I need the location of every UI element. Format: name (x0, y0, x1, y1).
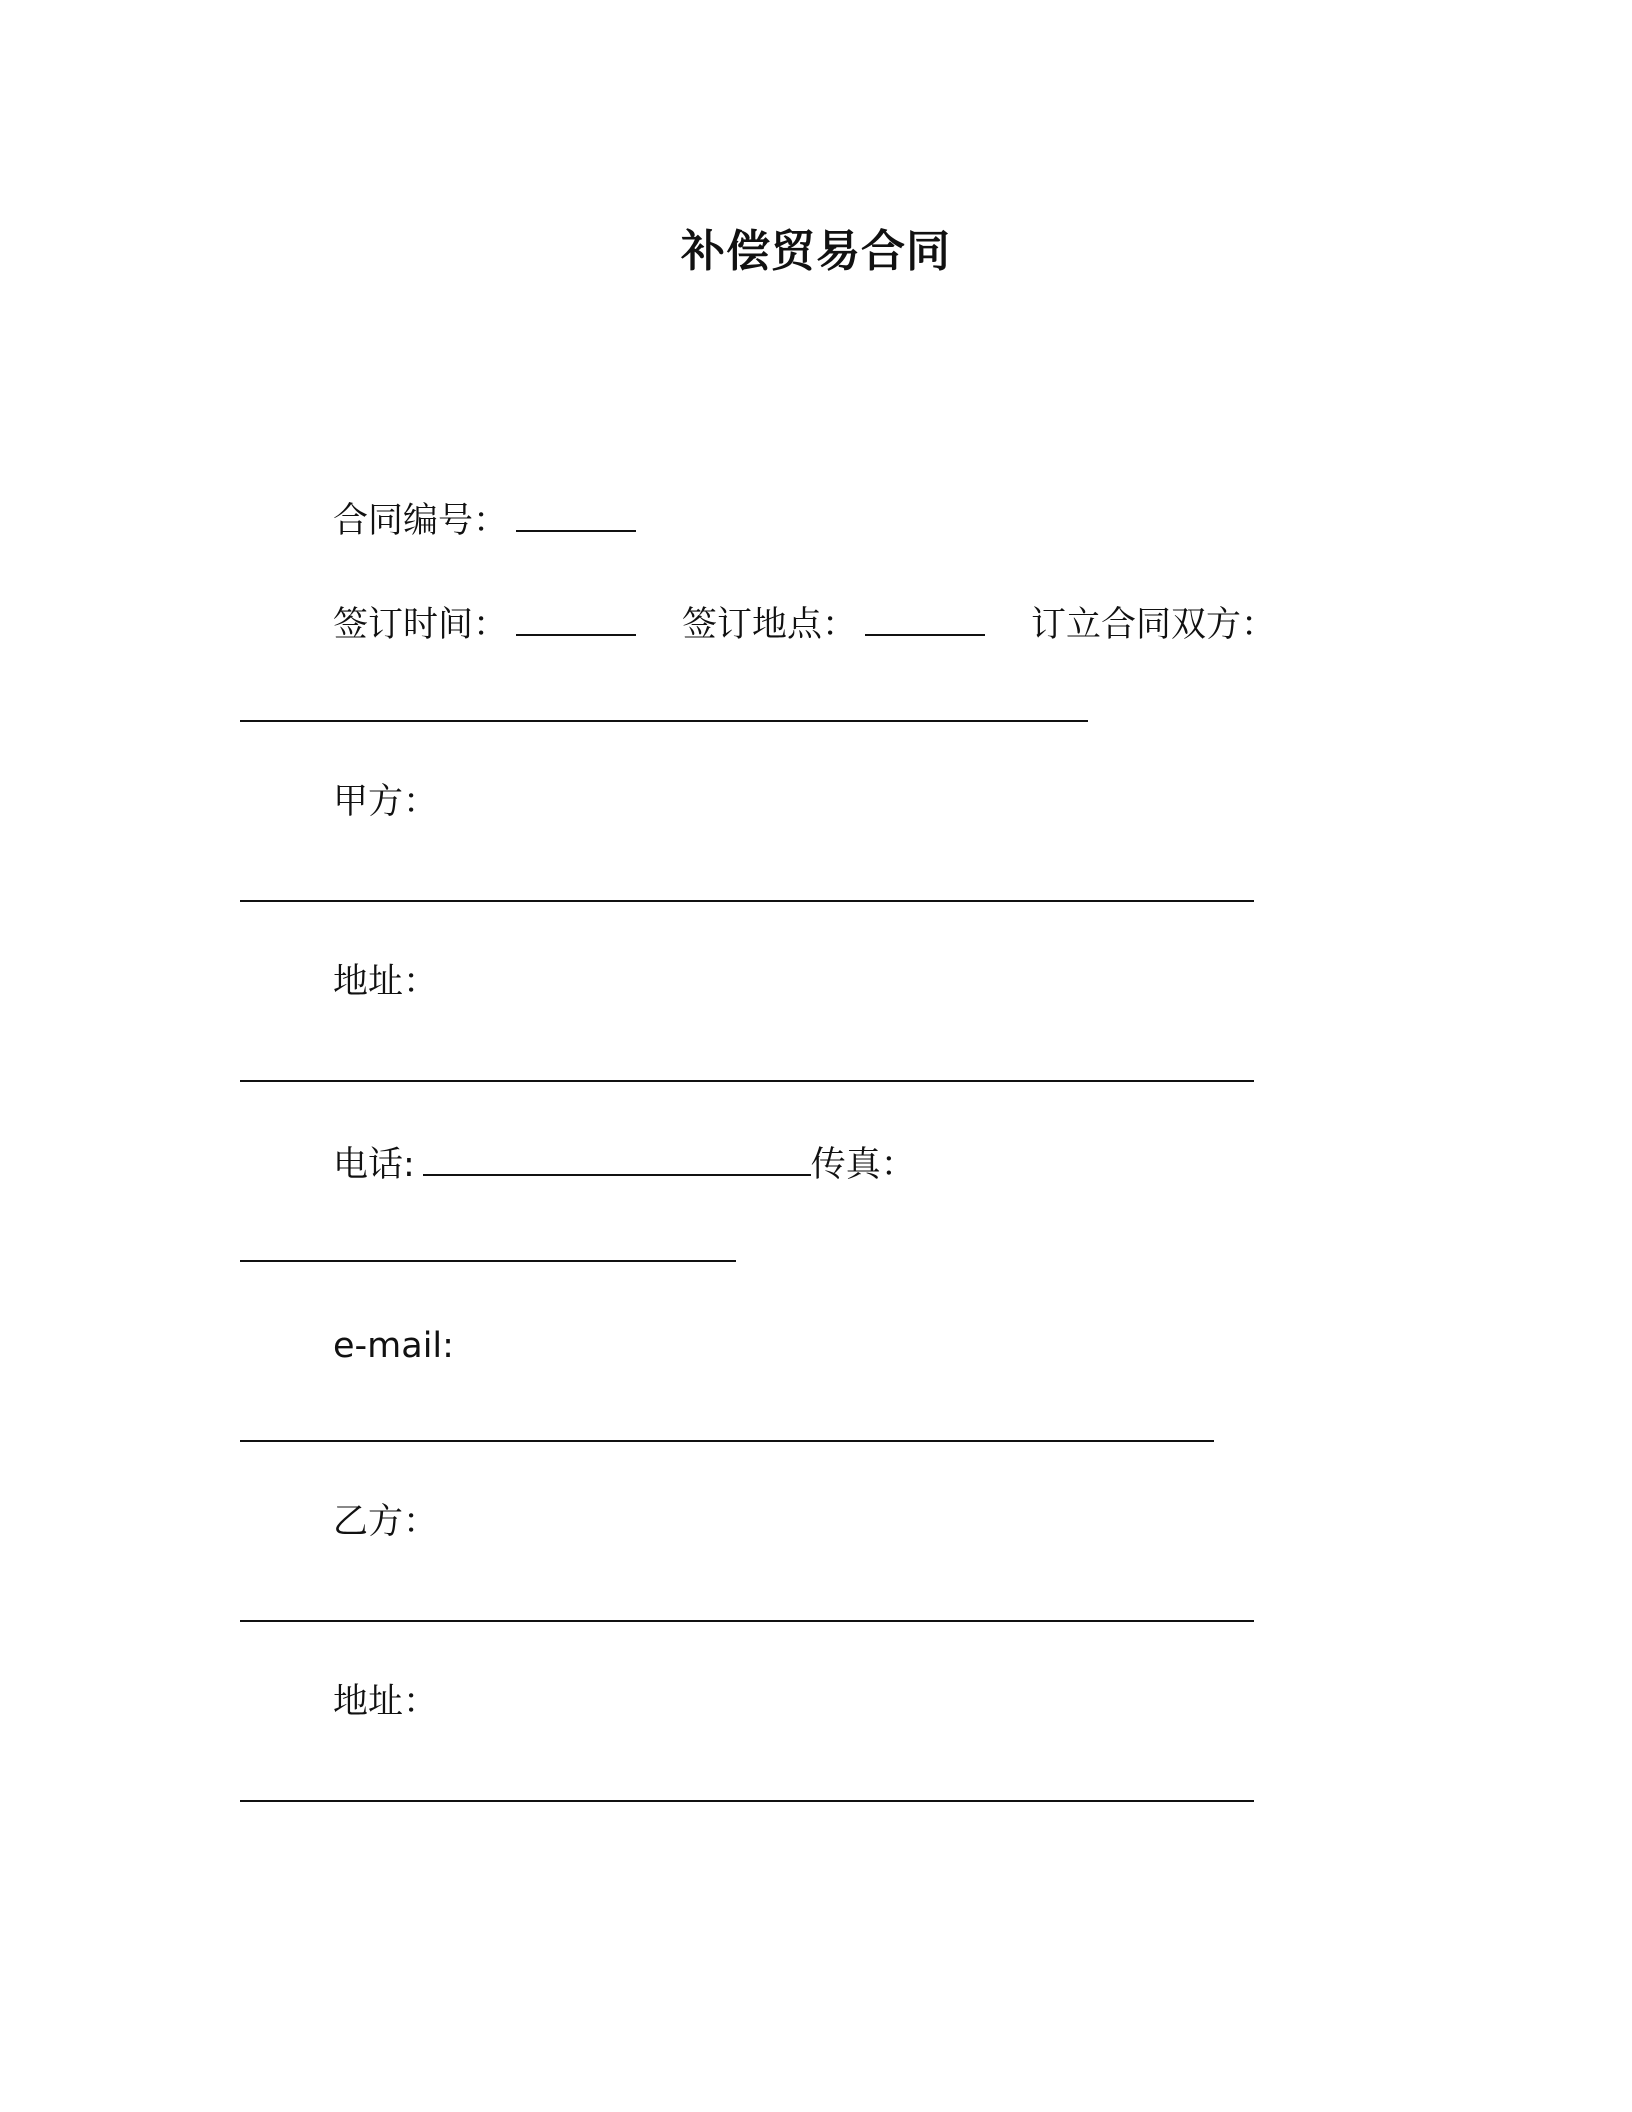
email-line (333, 1322, 454, 1370)
party-a-line (333, 778, 438, 826)
party-b-address-line (333, 1678, 438, 1726)
document-title: 补偿贸易合同 (681, 226, 951, 277)
party-b-address-label: 地址： (333, 1682, 439, 1722)
party-a-label: 甲方： (333, 782, 439, 822)
sign-time-blank[interactable] (516, 598, 636, 636)
phone-fax-line (333, 1138, 916, 1189)
fax-label: 传真： (810, 1145, 916, 1185)
party-a-address-blank-line[interactable] (240, 1080, 1254, 1082)
email-blank-line[interactable] (240, 1440, 1214, 1442)
contract-number-label: 合同编号： (333, 501, 509, 541)
contract-number-blank[interactable] (516, 494, 636, 532)
signing-info-line (333, 598, 1276, 649)
party-b-label: 乙方： (333, 1502, 439, 1542)
party-a-blank-line[interactable] (240, 900, 1254, 902)
party-b-line (333, 1498, 438, 1546)
email-label: e-mail: (333, 1326, 454, 1366)
sign-place-blank[interactable] (865, 598, 985, 636)
party-a-address-label: 地址： (333, 962, 439, 1002)
sign-place-label: 签订地点： (682, 605, 858, 645)
fax-blank-line[interactable] (240, 1260, 736, 1262)
party-b-blank-line[interactable] (240, 1620, 1254, 1622)
phone-blank[interactable] (423, 1138, 811, 1176)
party-a-address-line (333, 958, 438, 1006)
contract-number-line (333, 494, 636, 545)
parties-label: 订立合同双方： (1031, 605, 1277, 645)
party-b-address-blank-line[interactable] (240, 1800, 1254, 1802)
parties-blank-line[interactable] (240, 720, 1088, 722)
phone-label: 电话: (333, 1145, 415, 1185)
sign-time-label: 签订时间： (333, 605, 509, 645)
